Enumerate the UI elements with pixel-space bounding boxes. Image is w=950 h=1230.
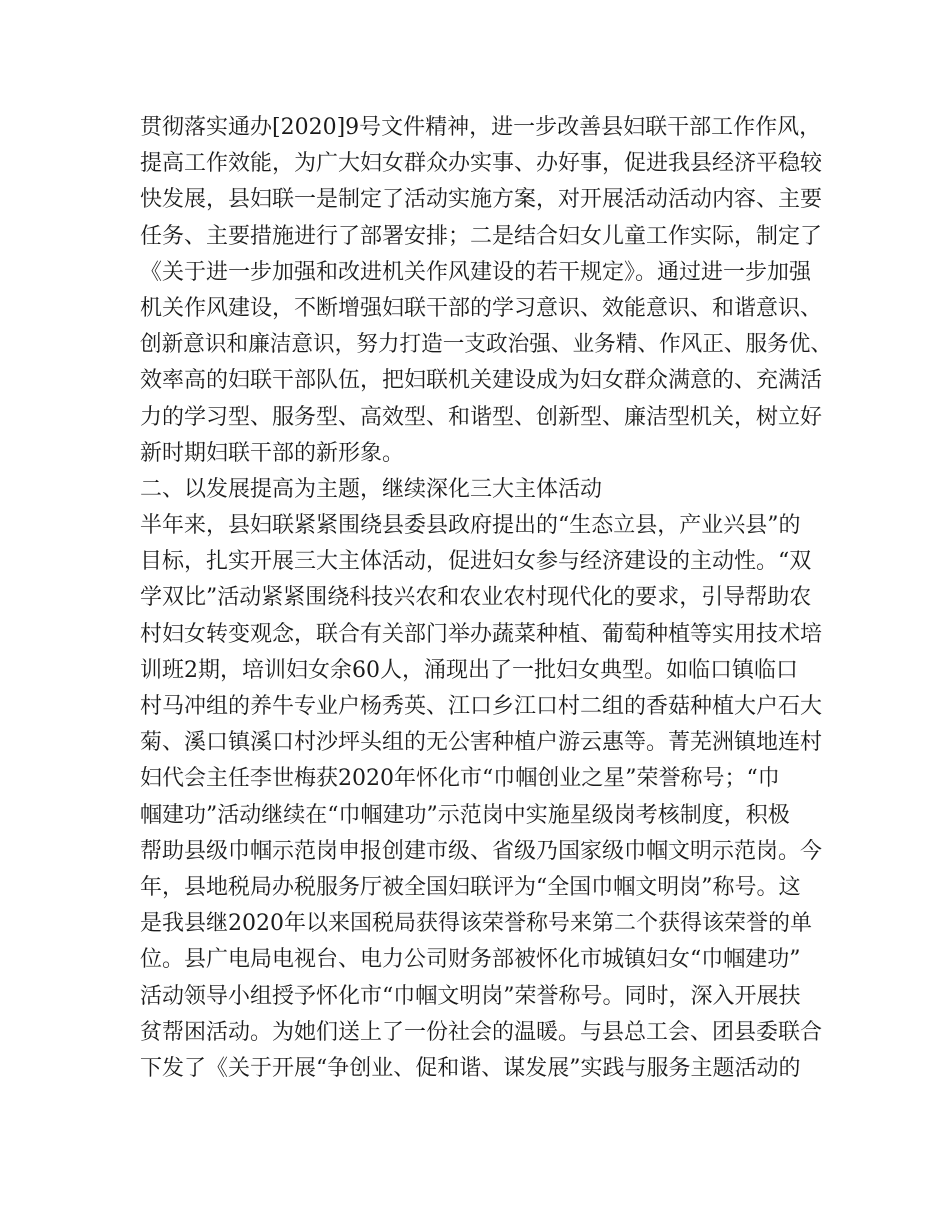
text-line: 位。县广电局电视台、电力公司财务部被怀化市城镇妇女“巾帼建功” bbox=[140, 947, 801, 973]
text-line: 帼建功”活动继续在“巾帼建功”示范岗中实施星级岗考核制度，积极 bbox=[140, 802, 790, 828]
text-line: 贫帮困活动。为她们送上了一份社会的温暖。与县总工会、团县委联合 bbox=[140, 1019, 823, 1045]
text-line: 半年来，县妇联紧紧围绕县委县政府提出的“生态立县，产业兴县”的 bbox=[140, 513, 801, 539]
text-line: 活动领导小组授予怀化市“巾帼文明岗”荣誉称号。同时，深入开展扶 bbox=[140, 983, 801, 1009]
document-body bbox=[140, 110, 833, 1087]
text-line: 村马冲组的养牛专业户杨秀英、江口乡江口村二组的香菇种植大户石大 bbox=[140, 694, 823, 719]
text-line: 学双比”活动紧紧围绕科技兴农和农业农村现代化的要求，引导帮助农 bbox=[140, 585, 812, 611]
text-line: 村妇女转变观念，联合有关部门举办蔬菜种植、葡萄种植等实用技术培 bbox=[140, 621, 823, 647]
text-line: 效率高的妇联干部队伍，把妇联机关建设成为妇女群众满意的、充满活 bbox=[140, 368, 823, 394]
text-line: 下发了《关于开展“争创业、促和谐、谋发展”实践与服务主题活动的 bbox=[140, 1055, 801, 1081]
text-line: 新时期妇联干部的新形象。 bbox=[140, 440, 405, 466]
text-line: 创新意识和廉洁意识，努力打造一支政治强、业务精、作风正、服务优、 bbox=[140, 332, 833, 358]
text-line: 二、以发展提高为主题，继续深化三大主体活动 bbox=[140, 476, 603, 502]
text-line: 妇代会主任李世梅获2020年怀化市“巾帼创业之星”荣誉称号；“巾 bbox=[140, 766, 780, 792]
text-line: 贯彻落实通办[2020]9号文件精神，进一步改善县妇联干部工作作风， bbox=[140, 115, 822, 140]
text-line: 机关作风建设，不断增强妇联干部的学习意识、效能意识、和谐意识、 bbox=[140, 295, 823, 321]
text-line: 快发展，县妇联一是制定了活动实施方案，对开展活动活动内容、主要 bbox=[140, 187, 823, 213]
text-line: 提高工作效能，为广大妇女群众办实事、办好事，促进我县经济平稳较 bbox=[140, 151, 823, 177]
text-line: 目标，扎实开展三大主体活动，促进妇女参与经济建设的主动性。“双 bbox=[140, 549, 812, 575]
text-line: 力的学习型、服务型、高效型、和谐型、创新型、廉洁型机关，树立好 bbox=[140, 404, 823, 430]
text-line: 帮助县级巾帼示范岗申报创建市级、省级乃国家级巾帼文明示范岗。今 bbox=[140, 838, 823, 864]
text-line: 训班2期，培训妇女余60人，涌现出了一批妇女典型。如临口镇临口 bbox=[140, 657, 798, 683]
text-line: 任务、主要措施进行了部署安排；二是结合妇女儿童工作实际，制定了 bbox=[140, 223, 823, 249]
text-line: 《关于进一步加强和改进机关作风建设的若干规定》。通过进一步加强 bbox=[140, 259, 812, 285]
text-line: 年，县地税局办税服务厅被全国妇联评为“全国巾帼文明岗”称号。这 bbox=[140, 874, 801, 900]
text-line: 菊、溪口镇溪口村沙坪头组的无公害种植户游云惠等。菁芜洲镇地连村 bbox=[140, 730, 823, 756]
text-line: 是我县继2020年以来国税局获得该荣誉称号来第二个获得该荣誉的单 bbox=[140, 911, 812, 937]
